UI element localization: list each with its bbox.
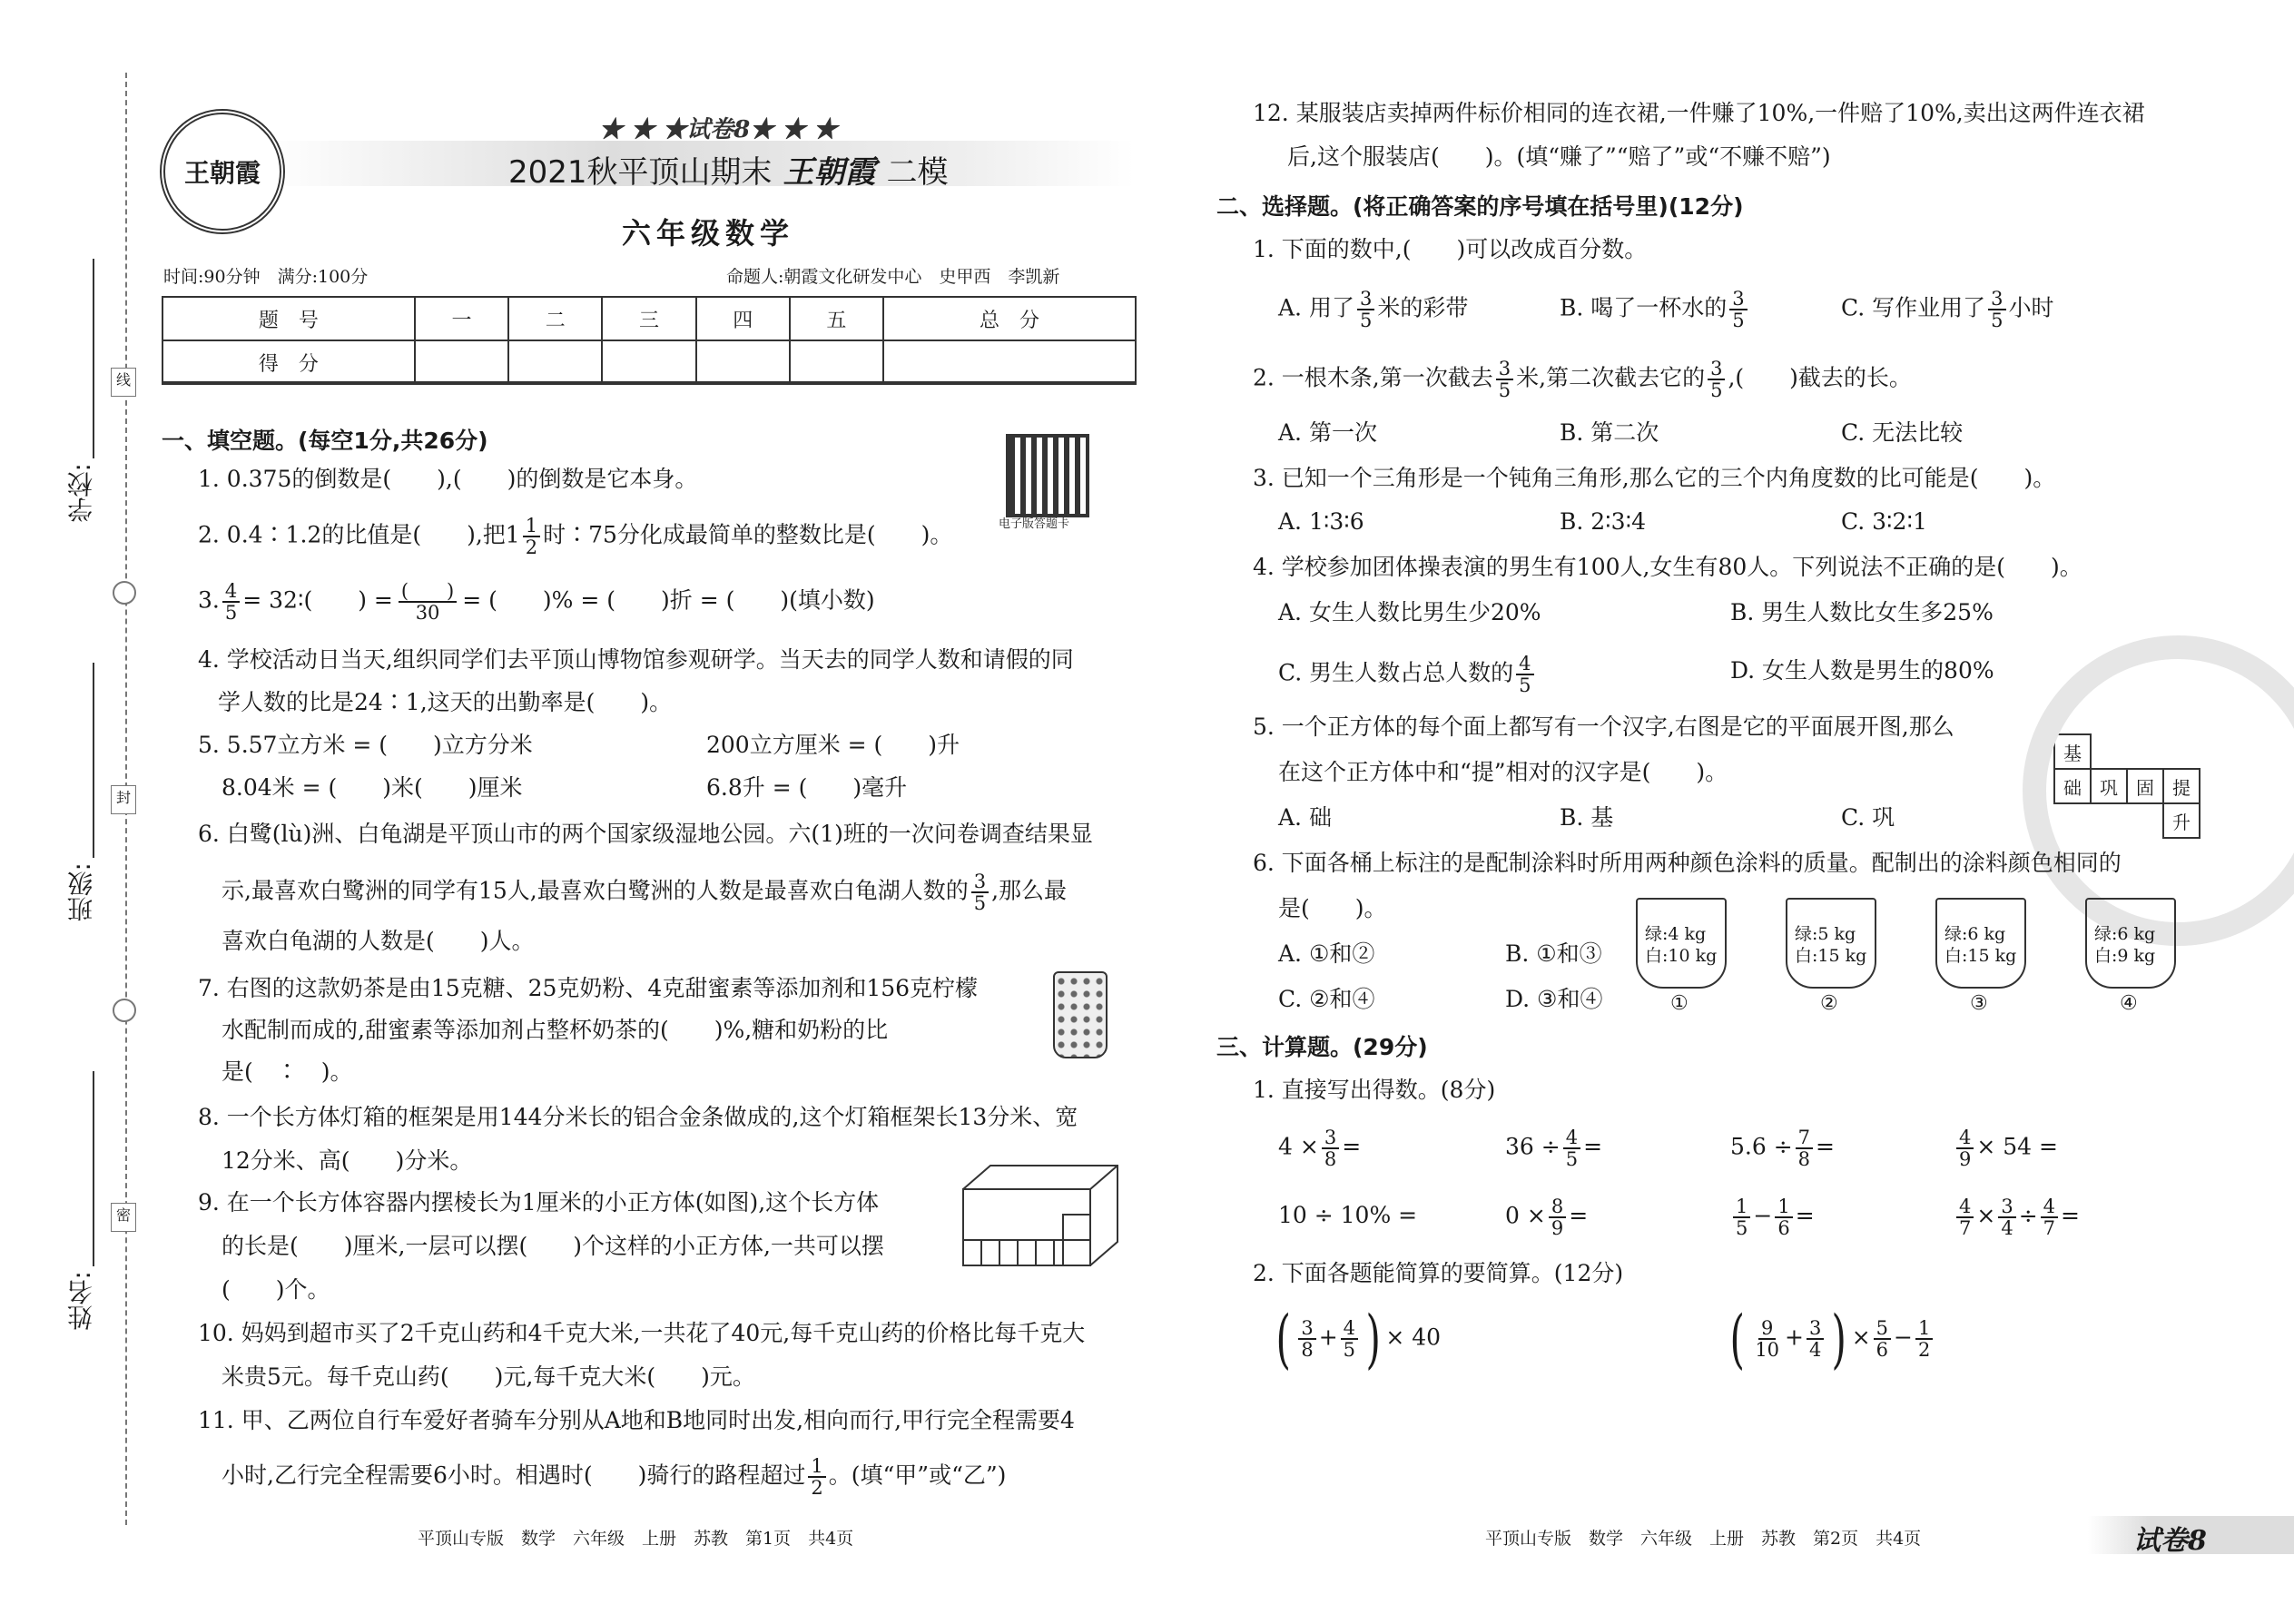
score-table xyxy=(162,296,1137,385)
question-11-line1: 11. 甲、乙两位自行车爱好者骑车分别从A地和B地同时出发,相向而行,甲行完全程需要4 xyxy=(198,1407,1075,1433)
choice-6-line2: 是( )。 xyxy=(1278,895,1387,921)
score-input[interactable] xyxy=(790,340,883,384)
qr-caption: 电子版答题卡 xyxy=(999,517,1070,531)
choice-3-option-b: B. 2∶3∶4 xyxy=(1560,508,1646,535)
choice-5-option-a: A. 础 xyxy=(1278,804,1332,831)
score-value-row xyxy=(162,340,1136,384)
calc-simplify-2: ( $\frac{9}{10}$ + $\frac{3}{4}$ ) × $\frac{5}{6}$ − $\frac{1}{2}$ xyxy=(1725,1307,1935,1371)
seal-line-mark: 线 xyxy=(111,368,136,397)
choice-6-option-d: D. ③和④ xyxy=(1505,986,1603,1012)
question-5b: 200立方厘米 = ( )升 xyxy=(706,732,960,758)
choice-4-option-c: C. 男生人数占总人数的 $\frac{4}{5}$ xyxy=(1278,654,1537,695)
footer-left: 平顶山专版 数学 六年级 上册 苏教 第1页 共4页 xyxy=(418,1529,854,1549)
class-field[interactable] xyxy=(93,663,94,858)
question-12-line1: 12. 某服装店卖掉两件标价相同的连衣裙,一件赚了10%,一件赔了10%,卖出这两件连衣裙 xyxy=(1253,100,2145,126)
calc-1-title: 1. 直接写出得数。(8分) xyxy=(1253,1077,1496,1103)
question-12-line2: 后,这个服装店( )。(填“赚了”“赔了”或“不赚不赔”) xyxy=(1287,143,1831,170)
qr-code-icon[interactable] xyxy=(1006,434,1089,517)
question-9-line2: 的长是( )厘米,一层可以摆( )个这样的小正方体,一共可以摆 xyxy=(222,1233,884,1259)
choice-1-option-b: B. 喝了一杯水的 $\frac{3}{5}$ xyxy=(1560,289,1750,330)
paint-bucket: 绿:6 kg 白:15 kg ③ xyxy=(1925,885,2033,994)
question-7-line3: 是( ∶ )。 xyxy=(222,1058,353,1085)
net-cell: 升 xyxy=(2163,803,2200,838)
score-cell: 四 xyxy=(696,297,790,340)
score-cell: 得 分 xyxy=(162,340,415,384)
choice-6-line1: 6. 下面各桶上标注的是配制涂料时所用两种颜色涂料的质量。配制出的涂料颜色相同的 xyxy=(1253,850,2122,876)
question-5d: 6.8升 = ( )毫升 xyxy=(706,774,908,801)
name-field[interactable] xyxy=(93,1071,94,1266)
score-input[interactable] xyxy=(508,340,602,384)
question-5c: 8.04米 = ( )米( )厘米 xyxy=(222,774,523,801)
score-cell: 一 xyxy=(415,297,508,340)
question-10-line1: 10. 妈妈到超市买了2千克山药和4千克大米,一共花了40元,每千克山药的价格比每千克大 xyxy=(198,1320,1086,1346)
score-cell: 三 xyxy=(602,297,695,340)
net-cell: 固 xyxy=(2127,769,2163,803)
question-7-line2: 水配制而成的,甜蜜素等添加剂占整杯奶茶的( )%,糖和奶粉的比 xyxy=(222,1017,889,1043)
choice-2-option-a: A. 第一次 xyxy=(1278,419,1377,446)
question-6-line2: 示,最喜欢白鹭洲的同学有15人,最喜欢白鹭洲的人数是最喜欢白龟湖人数的 $\frac{3}{5}$ ,那么最 xyxy=(222,871,1068,914)
score-cell: 题 号 xyxy=(162,297,415,340)
score-cell: 总 分 xyxy=(883,297,1136,340)
calc-expr: 5.6 ÷ $\frac{7}{8}$ = xyxy=(1730,1127,1835,1170)
question-9-line3: ( )个。 xyxy=(222,1276,330,1303)
class-label: 班级: xyxy=(66,862,96,922)
choice-1: 1. 下面的数中,( )可以改成百分数。 xyxy=(1253,236,1648,262)
net-cell: 础 xyxy=(2054,769,2091,803)
exam-time: 时间:90分钟 满分:100分 xyxy=(163,267,369,287)
choice-3: 3. 已知一个三角形是一个钝角三角形,那么它的三个内角度数的比可能是( )。 xyxy=(1253,465,2056,491)
net-cell: 基 xyxy=(2054,734,2091,769)
school-field[interactable] xyxy=(93,259,94,458)
paint-bucket: 绿:4 kg 白:10 kg ① xyxy=(1625,885,1734,994)
net-cell: 提 xyxy=(2163,769,2200,803)
question-1: 1. 0.375的倒数是( ),( )的倒数是它本身。 xyxy=(198,466,698,492)
question-11-line2: 小时,乙行完全程需要6小时。相遇时( )骑行的路程超过 $\frac{1}{2}$ 。(填“甲”或“乙”) xyxy=(222,1455,1007,1499)
net-cell: 巩 xyxy=(2091,769,2127,803)
question-7-line1: 7. 右图的这款奶茶是由15克糖、25克奶粉、4克甜蜜素等添加剂和156克柠檬 xyxy=(198,975,979,1001)
subject-title: 六年级数学 xyxy=(622,216,795,251)
calc-simplify-1: ( $\frac{3}{8}$ + $\frac{4}{5}$ ) × 40 xyxy=(1275,1302,1442,1376)
choice-4-option-d: D. 女生人数是男生的80% xyxy=(1730,657,1994,684)
choice-2-option-b: B. 第二次 xyxy=(1560,419,1659,446)
choice-5-line1: 5. 一个正方体的每个面上都写有一个汉字,右图是它的平面展开图,那么 xyxy=(1253,714,1954,740)
footer-right: 平顶山专版 数学 六年级 上册 苏教 第2页 共4页 xyxy=(1485,1529,1922,1549)
choice-4: 4. 学校参加团体操表演的男生有100人,女生有80人。下列说法不正确的是( )。 xyxy=(1253,554,2082,580)
choice-5-option-b: B. 基 xyxy=(1560,804,1614,831)
section-title: 一、填空题。(每空1分,共26分) xyxy=(162,428,488,454)
choice-3-option-c: C. 3∶2∶1 xyxy=(1841,508,1927,535)
calc-expr: $\frac{4}{9}$ × 54 = xyxy=(1954,1127,2058,1169)
calc-expr: 4 × $\frac{3}{8}$ = xyxy=(1278,1127,1362,1170)
question-6-line3: 喜欢白龟湖的人数是( )人。 xyxy=(222,928,535,954)
choice-6-option-b: B. ①和③ xyxy=(1505,940,1602,967)
score-header-row xyxy=(162,297,1136,340)
question-8-line2: 12分米、高( )分米。 xyxy=(222,1147,473,1174)
choice-4-option-a: A. 女生人数比男生少20% xyxy=(1278,599,1541,625)
calc-expr: 0 × $\frac{8}{9}$ = xyxy=(1505,1196,1589,1239)
choice-5-line2: 在这个正方体中和“提”相对的汉字是( )。 xyxy=(1278,759,1728,785)
exam-title: 2021秋平顶山期末 王朝霞 二模 xyxy=(508,154,949,191)
score-cell: 二 xyxy=(508,297,602,340)
choice-4-option-b: B. 男生人数比女生多25% xyxy=(1730,599,1994,625)
choice-1-option-c: C. 写作业用了 $\frac{3}{5}$ 小时 xyxy=(1841,288,2054,331)
score-input[interactable] xyxy=(602,340,695,384)
footer-tag: 试卷8 xyxy=(2133,1525,2207,1557)
dense-mark: 密 xyxy=(111,1203,136,1232)
choice-6-option-c: C. ②和④ xyxy=(1278,986,1375,1012)
cuboid-figure xyxy=(958,1162,1121,1271)
section-title: 三、计算题。(29分) xyxy=(1216,1034,1428,1060)
exam-authors: 命题人:朝霞文化研发中心 史甲西 李凯新 xyxy=(726,267,1060,287)
milk-tea-cup-icon xyxy=(1053,971,1108,1058)
question-2: 2. 0.4∶1.2的比值是( ),把1 $\frac{1}{2}$ 时∶75分化成最简单的整数比是( )。 xyxy=(198,515,953,558)
score-input[interactable] xyxy=(696,340,790,384)
question-3: 3. $\frac{4}{5}$ = 32∶( ) = $\frac{( )}{30}$ = ( )% = ( )折 = ( )(填小数) xyxy=(198,580,875,624)
calc-expr: $\frac{4}{7}$ × $\frac{3}{4}$ ÷ $\frac{4}{7}$ = xyxy=(1954,1196,2080,1238)
choice-6-option-a: A. ①和② xyxy=(1278,940,1375,967)
paint-bucket: 绿:6 kg 白:9 kg ④ xyxy=(2074,885,2183,994)
school-label: 学校: xyxy=(66,463,96,523)
calc-expr: 10 ÷ 10% = xyxy=(1278,1202,1418,1228)
question-5a: 5. 5.57立方米 = ( )立方分米 xyxy=(198,732,533,758)
punch-hole-icon xyxy=(113,999,136,1022)
calc-expr: 36 ÷ $\frac{4}{5}$ = xyxy=(1505,1127,1603,1170)
question-8-line1: 8. 一个长方体灯箱的框架是用144分米长的铝合金条做成的,这个灯箱框架长13分米、宽 xyxy=(198,1104,1078,1130)
choice-2: 2. 一根木条,第一次截去 $\frac{3}{5}$ 米,第二次截去它的 $\frac{3}{5}$ ,( )截去的长。 xyxy=(1253,358,1912,401)
question-6-line1: 6. 白鹭(lù)洲、白龟湖是平顶山市的两个国家级湿地公园。六(1)班的一次问卷调查结果显 xyxy=(198,821,1093,847)
series-label: ★ ★ ★试卷8★ ★ ★ xyxy=(599,116,838,143)
name-label: 姓名: xyxy=(66,1271,96,1331)
choice-3-option-a: A. 1∶3∶6 xyxy=(1278,508,1364,535)
question-4-line1: 4. 学校活动日当天,组织同学们去平顶山博物馆参观研学。当天去的同学人数和请假的同 xyxy=(198,646,1074,673)
score-cell: 五 xyxy=(790,297,883,340)
choice-5-option-c: C. 巩 xyxy=(1841,804,1895,831)
seal-mark: 封 xyxy=(111,785,136,814)
section-title: 二、选择题。(将正确答案的序号填在括号里)(12分) xyxy=(1216,193,1744,220)
choice-2-option-c: C. 无法比较 xyxy=(1841,419,1964,446)
calc-2-title: 2. 下面各题能简算的要简算。(12分) xyxy=(1253,1260,1624,1286)
score-input[interactable] xyxy=(883,340,1136,384)
question-4-line2: 学人数的比是24∶1,这天的出勤率是( )。 xyxy=(218,689,673,715)
calc-expr: $\frac{1}{5}$ − $\frac{1}{6}$ = xyxy=(1730,1196,1815,1238)
logo-badge: 王朝霞 xyxy=(160,109,285,234)
question-10-line2: 米贵5元。每千克山药( )元,每千克大米( )元。 xyxy=(222,1363,755,1390)
punch-hole-icon xyxy=(113,581,136,605)
choice-1-options: A. 用了 $\frac{3}{5}$ 米的彩带 xyxy=(1278,288,1469,331)
paint-bucket: 绿:5 kg 白:15 kg ② xyxy=(1775,885,1884,994)
question-9-line1: 9. 在一个长方体容器内摆棱长为1厘米的小正方体(如图),这个长方体 xyxy=(198,1189,880,1216)
score-input[interactable] xyxy=(415,340,508,384)
divider xyxy=(162,381,1137,383)
